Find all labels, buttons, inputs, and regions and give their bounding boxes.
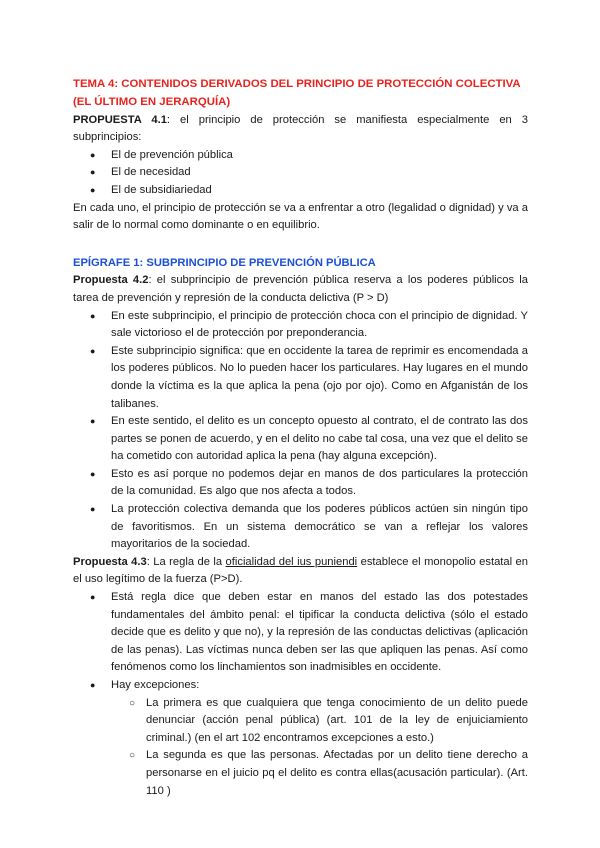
list-item: ○ La primera es que cualquiera que tenga conocimiento de un delito puede denunciar (acción penal pública) (art. 101 de la ley de enjuiciamiento criminal.) (en el art 102 encontramos excepciones a esto.) — [111, 695, 528, 748]
list-item: ● El de necesidad — [73, 164, 528, 182]
list-item: ● Está regla dice que deben estar en manos del estado las dos potestades fundamentales del ámbito penal: el tipificar la conducta delictiva (sólo el estado decide que es delito y que no), y la represión de las conductas delictivas (aplicación de las penas). Las víctimas nunca deben ser las que apliquen las penas. Así como fenómenos como los linchamientos son inadmisibles en occidente. — [73, 589, 528, 677]
list-item: ● El de subsidiariedad — [73, 182, 528, 200]
list-item: ● En este sentido, el delito es un concepto opuesto al contrato, el de contrato las dos partes se ponen de acuerdo, y en el delito no cabe tal cosa, una vez que el delito se ha cometido con autoridad aplica la pena (hay alguna excepción). — [73, 413, 528, 466]
propuesta-4-3-text-after: establece el monopolio estatal en el uso legítimo de la fuerza (P>D). — [73, 555, 529, 586]
propuesta-4-1-label: PROPUESTA 4.1 — [73, 113, 167, 126]
excepciones-label: Hay excepciones: — [111, 679, 200, 691]
tema-title: TEMA 4: CONTENIDOS DERIVADOS DEL PRINCIPIO DE PROTECCIÓN COLECTIVA (EL ÚLTIMO EN JERARQUÍA) — [73, 78, 521, 108]
excepciones-list — [111, 695, 528, 801]
list-item: ● El de prevención pública — [73, 147, 528, 165]
propuesta-4-3-text-before: : La regla de la — [146, 555, 226, 568]
propuesta-4-1 — [73, 112, 528, 147]
propuesta-4-1-text: : el principio de protección se manifiesta especialmente en 3 subprincipios: — [73, 113, 528, 144]
subprincipios-list — [73, 147, 528, 200]
propuesta-4-2 — [73, 272, 528, 307]
list-item: ● En este subprincipio, el principio de protección choca con el principio de dignidad. Y sale victorioso el de protección por preponderancia. — [73, 308, 528, 343]
propuesta-4-3-list — [73, 589, 528, 800]
list-item: ● La protección colectiva demanda que los poderes públicos actúen sin ningún tipo de favoritismos. En un sistema democrático se van a reflejar los valores mayoritarios de la sociedad. — [73, 501, 528, 554]
list-item-excepciones — [73, 677, 528, 800]
propuesta-4-3 — [73, 554, 528, 589]
oficialidad-term: oficialidad del ius puniendi — [225, 555, 358, 568]
propuesta-4-1-closing: En cada uno, el principio de protección se va a enfrentar a otro (legalidad o dignidad) y va a salir de lo normal como dominante o en equilibrio. — [73, 201, 528, 232]
propuesta-4-2-text: : el subprincipio de prevención pública reserva a los poderes públicos la tarea de prevención y represión de la conducta delictiva (P > D) — [73, 274, 528, 304]
list-item: ● Esto es así porque no podemos dejar en manos de dos particulares la protección de la comunidad. Es algo que nos afecta a todos. — [73, 466, 528, 501]
list-item: ● Este subprincipio significa: que en occidente la tarea de reprimir es encomendada a los poderes públicos. No lo pueden hacer los particulares. Hay lugares en el mundo donde la víctima es la que aplica la pena (ojo por ojo). Como en Afganistán de los talibanes. — [73, 343, 528, 413]
propuesta-4-3-label: Propuesta 4.3 — [73, 555, 147, 568]
propuesta-4-2-list — [73, 308, 528, 554]
epigrafe-1-title: EPÍGRAFE 1: SUBPRINCIPIO DE PREVENCIÓN PÚBLICA — [73, 256, 376, 269]
list-item: ○ La segunda es que las personas. Afectadas por un delito tiene derecho a personarse en el juicio pq el delito es contra ellas(acusación particular). (Art. 110 ) — [111, 747, 528, 800]
propuesta-4-2-label: Propuesta 4.2 — [73, 274, 149, 287]
